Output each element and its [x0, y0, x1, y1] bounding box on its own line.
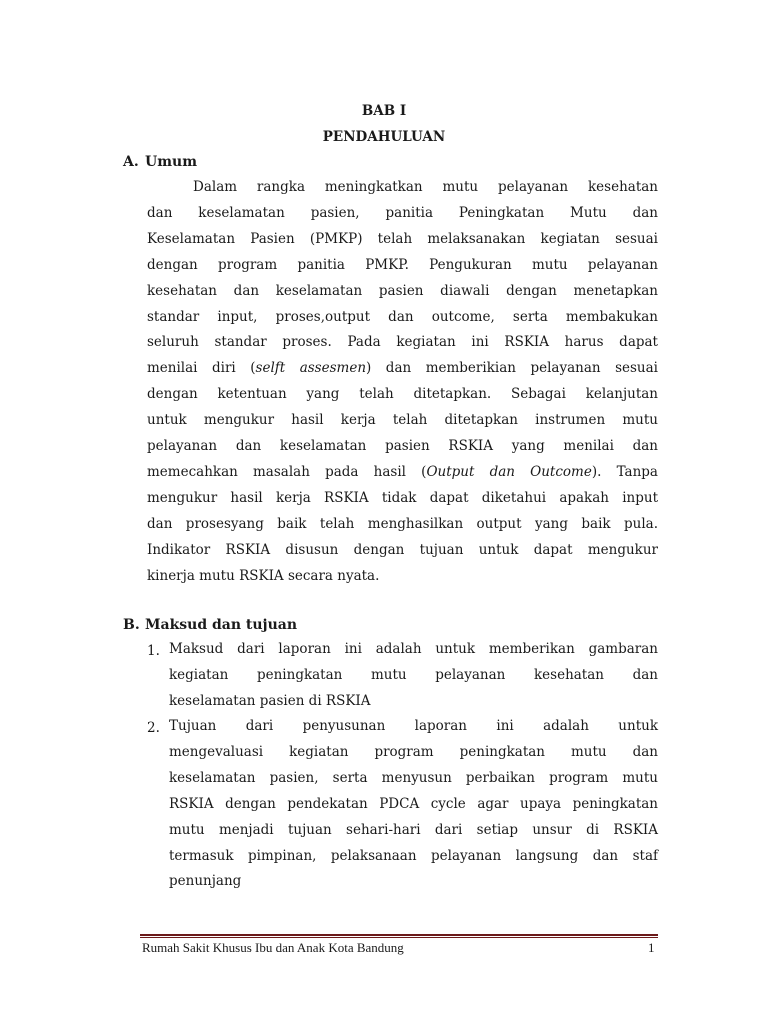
section-b-marker: B.	[123, 617, 140, 633]
footer-rule-thin	[140, 937, 658, 938]
footer-institution: Rumah Sakit Khusus Ibu dan Anak Kota Bandung	[142, 940, 404, 955]
paragraph-line: dan keselamatan pasien, panitia Peningkatan Mutu dan	[147, 204, 658, 221]
paragraph-line: dan prosesyang baik telah menghasilkan output yang baik pula.	[147, 515, 658, 532]
paragraph-line: standar input, proses,output dan outcome, serta membakukan	[147, 308, 658, 325]
section-a-paragraph	[147, 175, 658, 590]
list-item-number: 2.	[147, 720, 160, 736]
paragraph-line: dengan program panitia PMKP. Pengukuran mutu pelayanan	[147, 256, 658, 273]
paragraph-line: untuk mengukur hasil kerja telah ditetapkan instrumen mutu	[147, 412, 658, 429]
paragraph-line: Dalam rangka meningkatkan mutu pelayanan kesehatan	[193, 179, 658, 195]
paragraph-line: menilai diri (selft assesmen) dan memberikian pelayanan sesuai	[147, 360, 658, 377]
paragraph-line: Keselamatan Pasien (PMKP) telah melaksanakan kegiatan sesuai	[147, 230, 658, 247]
section-a-title: Umum	[145, 154, 198, 170]
list-item-number: 1.	[147, 643, 160, 659]
paragraph-line: kesehatan dan keselamatan pasien diawali dengan menetapkan	[147, 282, 658, 299]
chapter-title: PENDAHULUAN	[322, 129, 446, 145]
footer-rule	[140, 934, 658, 936]
section-a-marker: A.	[123, 154, 139, 170]
section-b-title: Maksud dan tujuan	[145, 617, 298, 633]
list-item-text: Maksud dari laporan ini adalah untuk memberikan gambaran kegiatan peningkatan mutu pelayanan kesehatan dan keselamatan pasien di RSKIA	[169, 641, 658, 709]
paragraph-line: kinerja mutu RSKIA secara nyata.	[147, 567, 380, 584]
paragraph-line: memecahkan masalah pada hasil (Output dan Outcome). Tanpa	[147, 463, 658, 480]
paragraph-line: Indikator RSKIA disusun dengan tujuan untuk dapat mengukur	[147, 541, 658, 558]
paragraph-line: dengan ketentuan yang telah ditetapkan. Sebagai kelanjutan	[147, 386, 658, 403]
list-item-text: Tujuan dari penyusunan laporan ini adalah untuk mengevaluasi kegiatan program peningkatan mutu dan keselamatan pasien, serta menyusun perbaikan program mutu RSKIA dengan pendekatan PDCA cycle agar upaya peningkatan mutu menjadi tujuan sehari-hari dari setiap unsur di RSKIA termasuk pimpinan, pelaksanaan pelayanan langsung dan staf penunjang	[169, 718, 658, 890]
footer-page-number: 1	[648, 940, 655, 955]
italic-term: selft assesmen	[255, 360, 367, 377]
paragraph-line: mengukur hasil kerja RSKIA tidak dapat diketahui apakah input	[147, 489, 658, 506]
chapter-number: BAB I	[361, 103, 407, 119]
paragraph-line: pelayanan dan keselamatan pasien RSKIA yang menilai dan	[147, 438, 658, 455]
italic-term: Output dan Outcome	[426, 463, 592, 480]
paragraph-line: seluruh standar proses. Pada kegiatan ini RSKIA harus dapat	[147, 334, 658, 351]
